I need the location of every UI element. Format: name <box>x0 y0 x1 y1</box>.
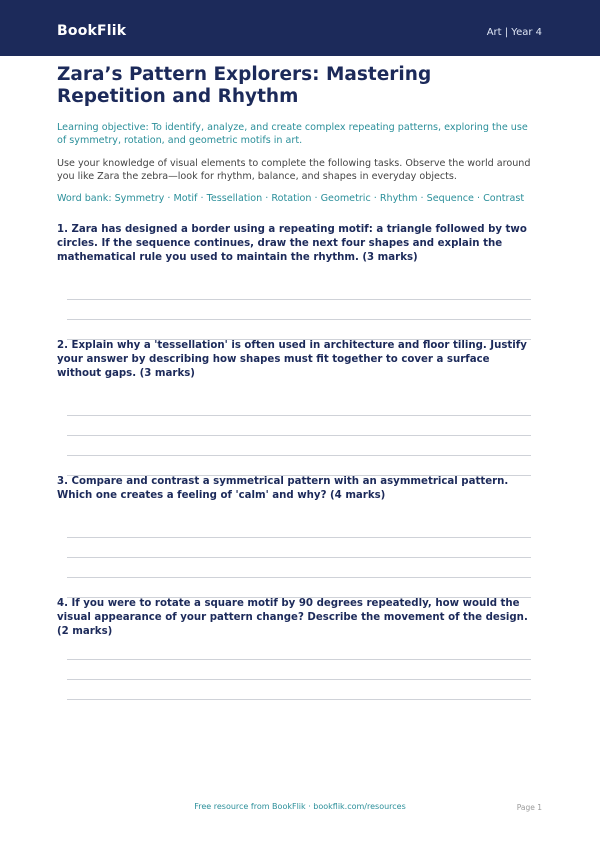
question-4: 4. If you were to rotate a square motif by 90 degrees repeatedly, how would the visual appearance of your pattern change? Describe the movement of the design. (2 marks) <box>57 598 528 638</box>
question-1: 1. Zara has designed a border using a repeating motif: a triangle followed by two circles. If the sequence continues, draw the next four shapes and explain the mathematical rule you used to maintain the rhythm. (3 marks) <box>57 224 527 264</box>
brand-logo-text: BookFlik <box>57 23 127 39</box>
answer-line[interactable] <box>67 415 531 416</box>
answer-line[interactable] <box>67 699 531 700</box>
learning-objective: Learning objective: To identify, analyze, and create complex repeating patterns, exploring the use of symmetry, rotation, and geometric motifs in art. <box>57 122 528 146</box>
page-number: Page 1 <box>516 803 542 812</box>
instructions-text: Use your knowledge of visual elements to complete the following tasks. Observe the world around you like Zara the zebra—look for rhythm, balance, and shapes in everyday objects. <box>57 158 531 182</box>
question-2: 2. Explain why a 'tessellation' is often used in architecture and floor tiling. Justify your answer by describing how shapes must fit together to cover a surface without gaps. (3 marks) <box>57 340 527 380</box>
answer-line[interactable] <box>67 435 531 436</box>
answer-line[interactable] <box>67 537 531 538</box>
answer-line[interactable] <box>67 577 531 578</box>
answer-line[interactable] <box>67 557 531 558</box>
subject-year-label: Art | Year 4 <box>486 27 542 38</box>
footer-credit: Free resource from BookFlik · bookflik.com/resources <box>194 802 406 811</box>
answer-line[interactable] <box>67 679 531 680</box>
word-bank: Word bank: Symmetry · Motif · Tessellation · Rotation · Geometric · Rhythm · Sequence · Contrast <box>57 193 525 204</box>
worksheet-title: Zara’s Pattern Explorers: Mastering Repetition and Rhythm <box>57 64 432 107</box>
question-3: 3. Compare and contrast a symmetrical pattern with an asymmetrical pattern. Which one creates a feeling of 'calm' and why? (4 marks) <box>57 476 509 502</box>
answer-line[interactable] <box>67 319 531 320</box>
answer-line[interactable] <box>67 659 531 660</box>
page-header <box>0 0 600 56</box>
answer-line[interactable] <box>67 455 531 456</box>
answer-line[interactable] <box>67 299 531 300</box>
